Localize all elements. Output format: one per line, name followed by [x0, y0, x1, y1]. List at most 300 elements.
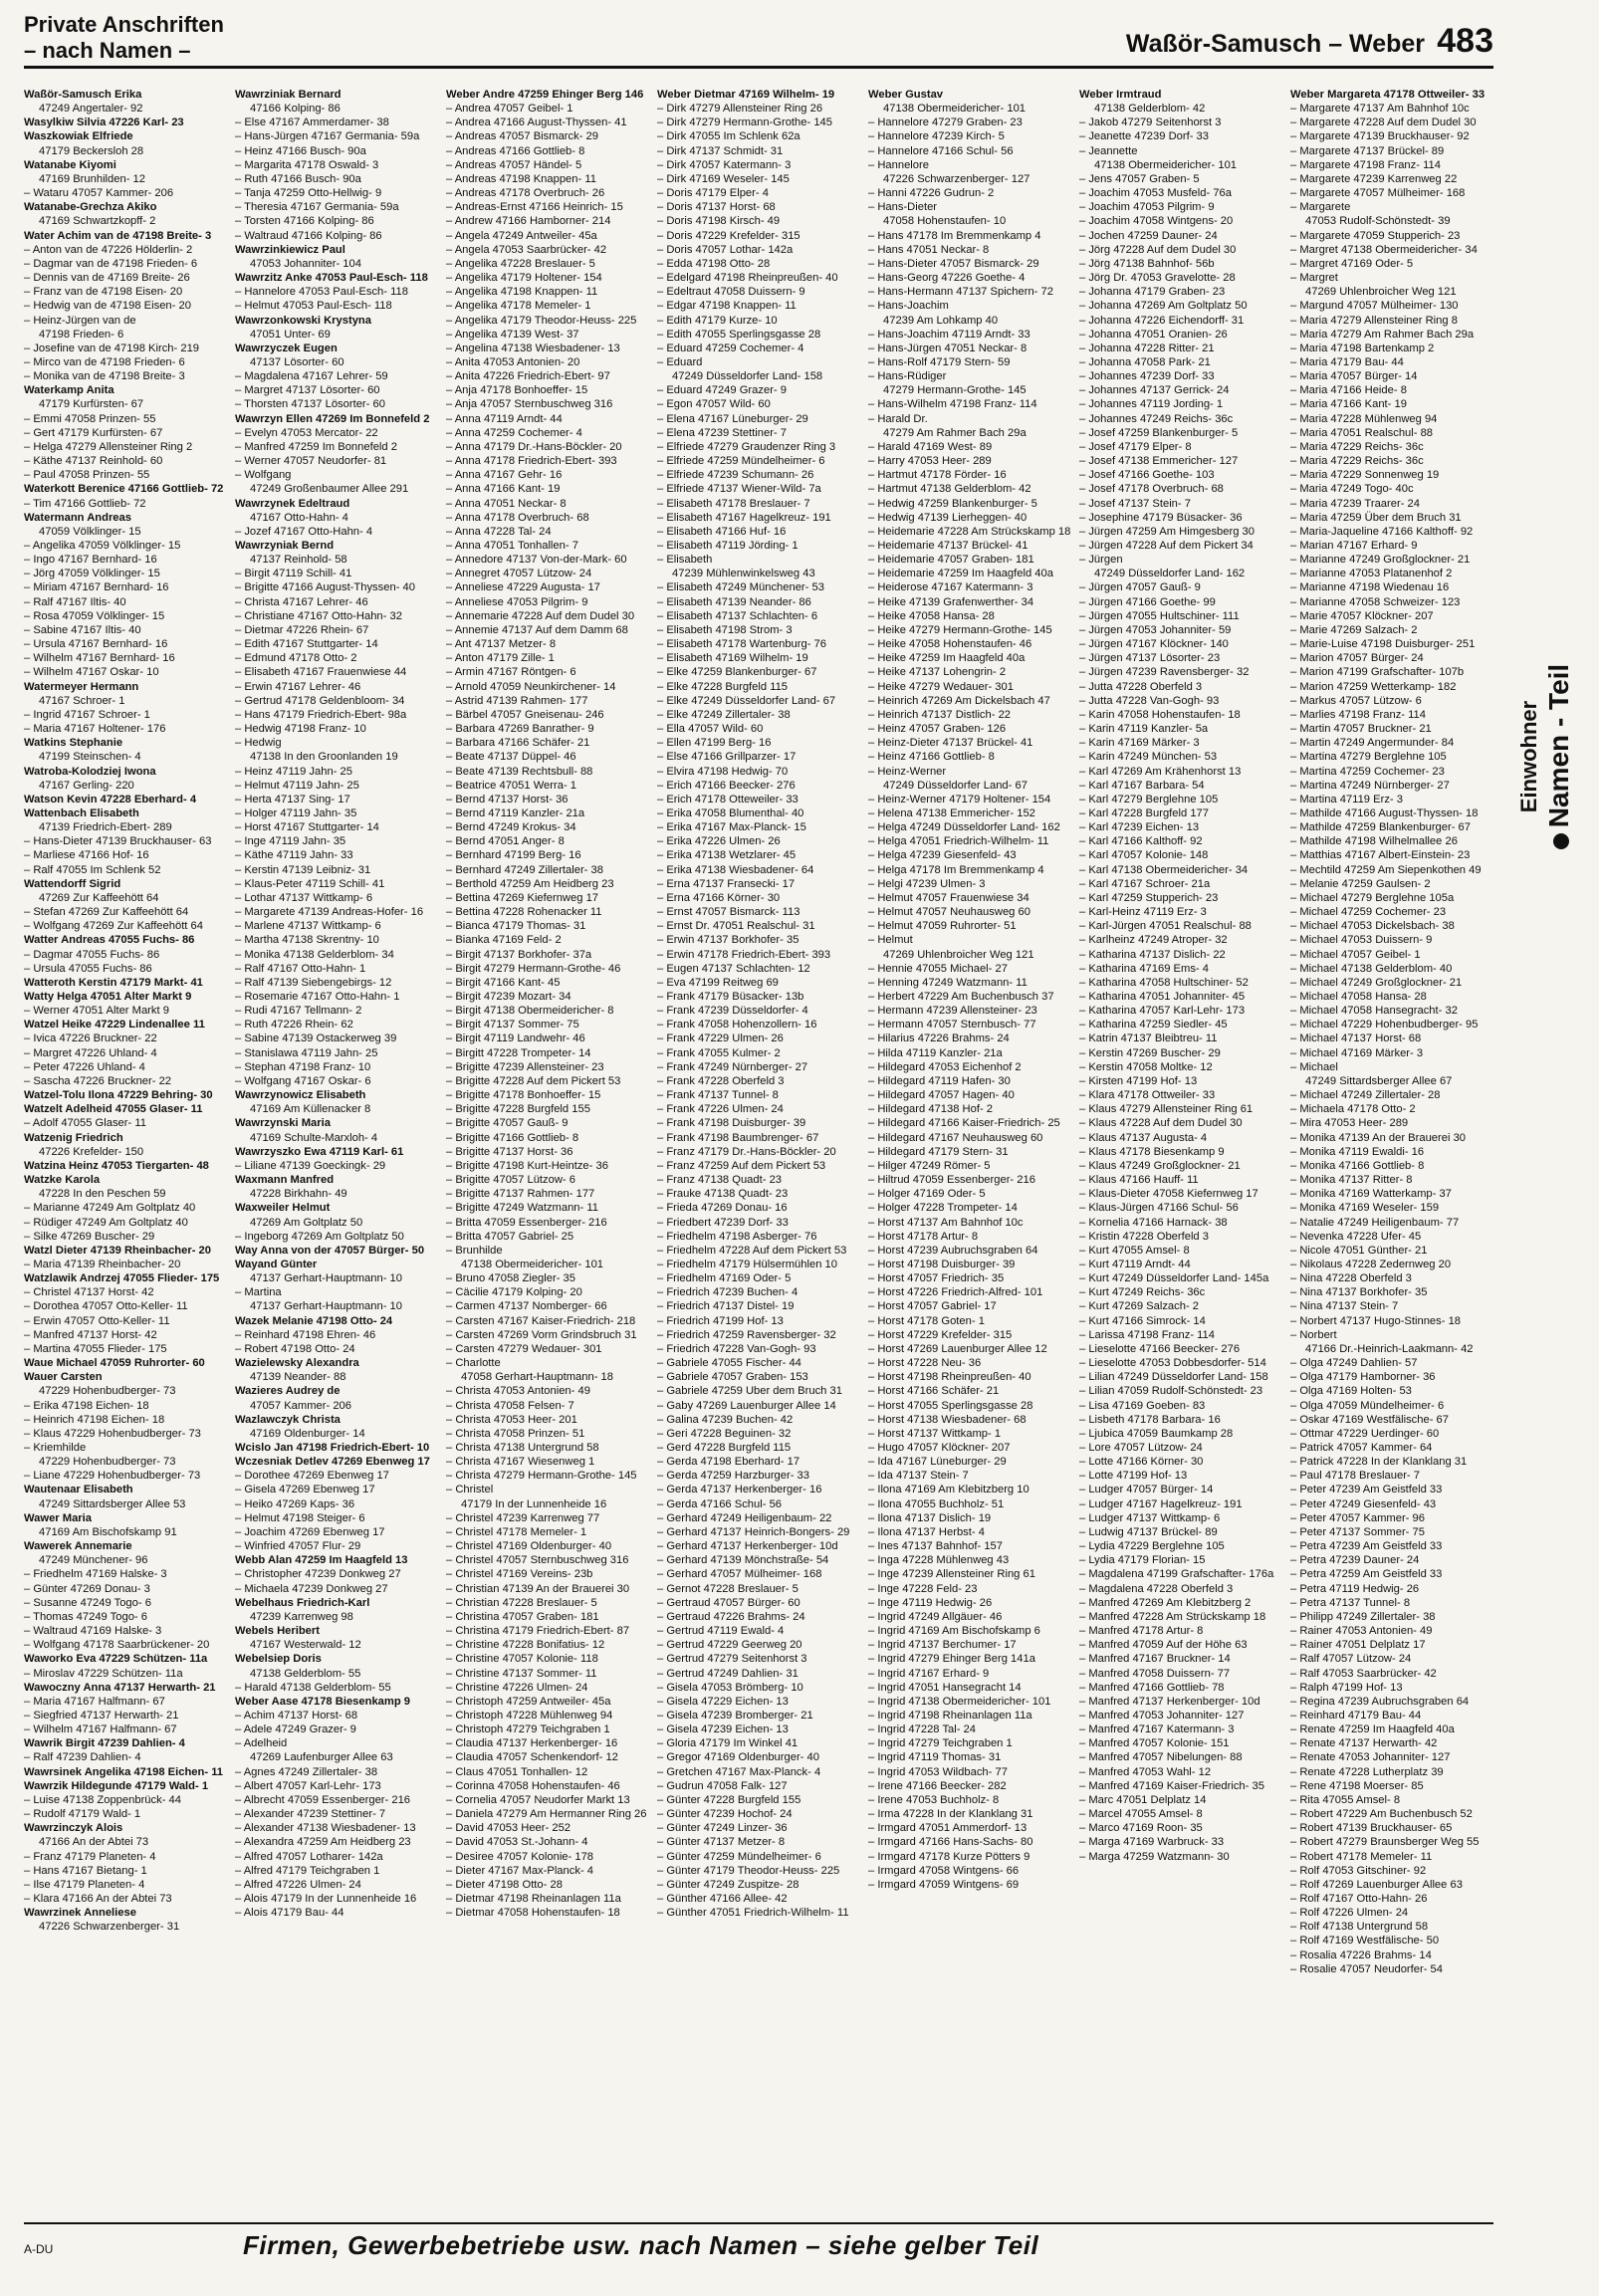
- directory-entry: – Friedhelm 47169 Oder- 5: [657, 1272, 792, 1285]
- directory-entry: – Harry 47053 Heer- 289: [868, 455, 992, 468]
- directory-entry: – Corinna 47058 Hohenstaufen- 46: [446, 1779, 620, 1792]
- directory-entry-head: Watzlawik Andrzej 47055 Flieder- 175: [24, 1272, 220, 1285]
- directory-entry: – Margarete 47228 Auf dem Dudel 30: [1290, 116, 1477, 129]
- directory-entry: – Elke 47249 Düsseldorfer Land- 67: [657, 694, 836, 707]
- directory-entry: – Karl 47279 Berglehne 105: [1079, 793, 1219, 805]
- directory-entry: – Christine 47057 Kolonie- 118: [446, 1653, 598, 1666]
- directory-entry: – Helmut 47057 Neuhausweg 60: [868, 906, 1030, 919]
- directory-entry-head: Wawrsinek Angelika 47198 Eichen- 11: [24, 1765, 224, 1778]
- directory-entry: – Hans 47051 Neckar- 8: [868, 243, 990, 256]
- directory-entry-head: Webels Heribert: [235, 1625, 320, 1638]
- directory-entry-head: Wawrzynski Maria: [235, 1117, 331, 1130]
- directory-entry: – Hartmut 47178 Förder- 16: [868, 469, 1007, 482]
- directory-entry: – Gerhard 47057 Mülheimer- 168: [657, 1568, 822, 1581]
- directory-entry: – Hannelore 47053 Paul-Esch- 118: [235, 286, 408, 299]
- directory-entry: – Lilian 47249 Düsseldorfer Land- 158: [1079, 1371, 1268, 1384]
- directory-entry: – Wolfgang 47178 Saarbrückener- 20: [24, 1639, 210, 1652]
- directory-entry: – Robert 47139 Bruckhauser- 65: [1290, 1822, 1453, 1835]
- directory-entry: – Michaela 47178 Otto- 2: [1290, 1103, 1416, 1116]
- directory-entry: – Margret 47138 Obermeidericher- 34: [1290, 243, 1478, 256]
- directory-entry: – Renate 47228 Lutherplatz 39: [1290, 1765, 1444, 1778]
- bullet-icon: [1553, 833, 1569, 849]
- directory-entry: – Heinz-Werner 47179 Holtener- 154: [868, 793, 1051, 805]
- directory-entry: – Elisabeth 47178 Wartenburg- 76: [657, 638, 826, 651]
- directory-entry-head: Watty Helga 47051 Alter Markt 9: [24, 991, 192, 1003]
- directory-entry: – Markus 47057 Lützow- 6: [1290, 694, 1422, 707]
- directory-entry: – Friedbert 47239 Dorf- 33: [657, 1216, 789, 1229]
- directory-entry: – Marie 47057 Klöckner- 207: [1290, 609, 1434, 622]
- directory-entry: – Renate 47259 Im Haagfeld 40a: [1290, 1723, 1455, 1736]
- directory-entry-head: Watzl Dieter 47139 Rheinbacher- 20: [24, 1244, 211, 1257]
- directory-entry-head: Wawer Maria: [24, 1511, 92, 1524]
- directory-entry: – Friedrich 47228 Van-Gogh- 93: [657, 1342, 816, 1355]
- directory-entry: – Margarete 47137 Brückel- 89: [1290, 144, 1445, 157]
- directory-entry: – Britta 47057 Gabriel- 25: [446, 1230, 574, 1243]
- directory-entry: – Kurt 47249 Düsseldorfer Land- 145a: [1079, 1272, 1269, 1285]
- directory-entry: – Franz van de 47198 Eisen- 20: [24, 286, 183, 299]
- directory-entry-head: Wawrik Birgit 47239 Dahlien- 4: [24, 1737, 185, 1750]
- directory-entry: – Manfred 47053 Wahl- 12: [1079, 1765, 1212, 1778]
- directory-entry: – Joachim 47058 Wintgens- 20: [1079, 215, 1234, 228]
- directory-entry: – Elisabeth 47166 Huf- 16: [657, 525, 787, 538]
- directory-entry: – Johanna 47226 Eichendorff- 31: [1079, 314, 1245, 327]
- directory-columns: [24, 88, 1497, 2206]
- directory-entry: – Michael 47058 Hansa- 28: [1290, 991, 1427, 1003]
- directory-entry: – Carsten 47269 Vorm Grindsbruch 31: [446, 1328, 637, 1341]
- directory-entry: – Ernst Dr. 47051 Realschul- 31: [657, 920, 815, 933]
- directory-entry: – Lotte 47166 Körner- 30: [1079, 1456, 1204, 1469]
- directory-entry: – Maria 47229 Reichs- 36c: [1290, 440, 1424, 453]
- directory-entry: – Elke 47228 Burgfeld 115: [657, 680, 789, 693]
- directory-entry: – Maria 47259 Über dem Bruch 31: [1290, 511, 1462, 524]
- directory-entry: – Norbert: [1290, 1328, 1337, 1341]
- directory-entry: – Eduard 47249 Grazer- 9: [657, 384, 787, 397]
- directory-entry: – Elfriede 47239 Schumann- 26: [657, 469, 814, 482]
- directory-entry: – Eduard: [657, 355, 703, 368]
- directory-entry: – Elisabeth 47249 Münchener- 53: [657, 581, 824, 594]
- directory-entry: – Helmut 47198 Steiger- 6: [235, 1511, 365, 1524]
- directory-entry: – Michael 47249 Zillertaler- 28: [1290, 1089, 1441, 1102]
- directory-entry: – Helgi 47239 Ulmen- 3: [868, 877, 986, 890]
- directory-entry-head: Wawrziniak Bernard: [235, 89, 342, 101]
- directory-entry: 47169 Oldenburger- 14: [250, 1427, 365, 1440]
- directory-entry: – Adele 47249 Grazer- 9: [235, 1723, 356, 1736]
- directory-entry: – Else 47167 Ammerdamer- 38: [235, 116, 389, 129]
- directory-entry: – Horst 47229 Krefelder- 315: [868, 1328, 1013, 1341]
- directory-entry: – Rudolf 47179 Wald- 1: [24, 1808, 141, 1821]
- directory-entry: – Friedhelm 47228 Auf dem Pickert 53: [657, 1244, 847, 1257]
- directory-entry: 47138 In den Groonlanden 19: [250, 751, 398, 764]
- directory-entry: – Heidemarie 47259 Im Haagfeld 40a: [868, 568, 1053, 580]
- directory-entry: – Armin 47167 Röntgen- 6: [446, 666, 576, 679]
- directory-entry: – Wolfgang 47269 Zur Kaffeehött 64: [24, 920, 203, 933]
- directory-entry: – Christa 47058 Felsen- 7: [446, 1399, 574, 1412]
- directory-entry: – Nina 47137 Stein- 7: [1290, 1300, 1399, 1313]
- directory-entry: – Jeannette: [1079, 144, 1138, 157]
- directory-entry: – Ralf 47167 Otto-Hahn- 1: [235, 962, 366, 975]
- directory-entry: – Michael: [1290, 1060, 1338, 1073]
- directory-entry: – Marliese 47166 Hof- 16: [24, 849, 149, 862]
- directory-entry: – Marion 47199 Grafschafter- 107b: [1290, 666, 1465, 679]
- directory-entry: – Bernhard 47249 Zillertaler- 38: [446, 863, 603, 876]
- directory-entry: – Michael 47057 Geibel- 1: [1290, 948, 1421, 961]
- directory-entry: – Heinz 47166 Busch- 90a: [235, 144, 366, 157]
- directory-entry: – Margarita 47178 Oswald- 3: [235, 158, 379, 171]
- directory-entry: – Desiree 47057 Kolonie- 178: [446, 1850, 594, 1863]
- directory-entry: – Jürgen 47228 Auf dem Pickert 34: [1079, 540, 1254, 552]
- directory-entry: – Anna 47167 Gehr- 16: [446, 469, 563, 482]
- directory-entry: – Christa 47058 Prinzen- 51: [446, 1427, 585, 1440]
- directory-entry: – Brigitte 47057 Gauß- 9: [446, 1117, 569, 1130]
- page-number: 483: [1437, 22, 1493, 60]
- directory-entry: – Ingrid 47167 Erhard- 9: [868, 1667, 990, 1680]
- directory-entry: – Hedwig 47259 Blankenburger- 5: [868, 497, 1037, 510]
- directory-entry: – Helga 47239 Giesenfeld- 43: [868, 849, 1017, 862]
- directory-entry: – Bernd 47119 Kanzler- 21a: [446, 806, 585, 819]
- directory-entry: – Joachim 47269 Ebenweg 17: [235, 1525, 385, 1538]
- directory-entry: 47139 Neander- 88: [250, 1371, 346, 1384]
- directory-entry: – Ruth 47226 Rhein- 62: [235, 1019, 353, 1032]
- directory-entry: – Günter 47249 Linzer- 36: [657, 1822, 788, 1835]
- directory-entry: – Alfred 47226 Ulmen- 24: [235, 1878, 361, 1891]
- directory-entry: – David 47053 St.-Johann- 4: [446, 1836, 588, 1849]
- directory-entry: – Karlheinz 47249 Atroper- 32: [1079, 934, 1228, 947]
- directory-entry: – Inge 47239 Allensteiner Ring 61: [868, 1568, 1035, 1581]
- directory-entry: – Ingrid 47228 Tal- 24: [868, 1723, 977, 1736]
- directory-entry-head: Wazieres Audrey de: [235, 1385, 341, 1398]
- directory-entry: – Gudrun 47058 Falk- 127: [657, 1779, 788, 1792]
- directory-entry: – Horst 47239 Aubruchsgraben 64: [868, 1244, 1038, 1257]
- directory-entry: 47137 Gerhart-Hauptmann- 10: [250, 1272, 402, 1285]
- directory-entry: – Christoph 47228 Mühlenweg 94: [446, 1709, 613, 1722]
- directory-entry: – Winfried 47057 Flur- 29: [235, 1540, 361, 1553]
- directory-entry: 47249 Düsseldorfer Land- 67: [883, 779, 1028, 792]
- directory-entry: 47249 Düsseldorfer Land- 158: [672, 370, 823, 383]
- directory-entry: – Lieselotte 47166 Beecker- 276: [1079, 1342, 1241, 1355]
- directory-entry: – Katharina 47051 Johanniter- 45: [1079, 991, 1246, 1003]
- directory-entry: 47228 In den Peschen 59: [39, 1188, 166, 1201]
- directory-entry: – Marianne 47198 Wiedenau 16: [1290, 581, 1450, 594]
- directory-entry: – Jutta 47228 Oberfeld 3: [1079, 680, 1203, 693]
- directory-entry: – Elfriede 47279 Graudenzer Ring 3: [657, 440, 836, 453]
- directory-entry: – Brigitte 47166 Gottlieb- 8: [446, 1131, 579, 1144]
- directory-entry: – Agnes 47249 Zillertaler- 38: [235, 1765, 378, 1778]
- directory-entry-head: Weber Irmtraud: [1079, 89, 1162, 101]
- directory-entry: – Norbert 47137 Hugo-Stinnes- 18: [1290, 1314, 1462, 1327]
- directory-entry: – Gregor 47169 Oldenburger- 40: [657, 1751, 819, 1764]
- directory-entry: – Jakob 47279 Seitenhorst 3: [1079, 116, 1222, 129]
- directory-entry: – Helga 47178 Im Bremmenkamp 4: [868, 863, 1044, 876]
- directory-entry: – Mathilde 47166 August-Thyssen- 18: [1290, 806, 1479, 819]
- directory-entry: – Heike 47139 Grafenwerther- 34: [868, 595, 1034, 608]
- directory-entry: – Frank 47137 Tunnel- 8: [657, 1089, 779, 1102]
- directory-entry: – Christa 47167 Wiesenweg 1: [446, 1456, 595, 1469]
- directory-entry: – Ursula 47167 Bernhard- 16: [24, 638, 168, 651]
- directory-entry: – Petra 47137 Tunnel- 8: [1290, 1596, 1411, 1609]
- directory-entry: 47269 Am Goltplatz 50: [250, 1216, 363, 1229]
- directory-entry: 47138 Gelderblom- 55: [250, 1667, 361, 1680]
- directory-entry: – Frank 47229 Ulmen- 26: [657, 1033, 784, 1045]
- directory-entry-head: Weber Gustav: [868, 89, 944, 101]
- directory-entry: – Ralf 47053 Saarbrücker- 42: [1290, 1667, 1437, 1680]
- directory-entry: – Ralf 47057 Lützow- 24: [1290, 1653, 1412, 1666]
- directory-entry: – Annegret 47057 Lützow- 24: [446, 568, 592, 580]
- directory-entry: – Manfred 47166 Gottlieb- 78: [1079, 1681, 1225, 1694]
- directory-entry: – Robert 47279 Braunsberger Weg 55: [1290, 1836, 1480, 1849]
- directory-column-5: [868, 88, 1075, 2206]
- directory-entry: – Irmgard 47058 Wintgens- 66: [868, 1864, 1020, 1877]
- directory-entry: – Dirk 47137 Schmidt- 31: [657, 144, 784, 157]
- directory-entry-head: Watermann Andreas: [24, 511, 131, 524]
- directory-entry: – Erich 47178 Otteweiler- 33: [657, 793, 799, 805]
- directory-entry: – Hedwig 47198 Franz- 10: [235, 723, 366, 736]
- directory-entry: – Rainer 47051 Delplatz 17: [1290, 1639, 1426, 1652]
- directory-entry: – Karl 47057 Kolonie- 148: [1079, 849, 1209, 862]
- directory-entry: – Ingo 47167 Bernhard- 16: [24, 554, 157, 567]
- directory-entry: – Wilhelm 47167 Halfmann- 67: [24, 1723, 177, 1736]
- directory-entry: – Ralf 47167 Iltis- 40: [24, 595, 126, 608]
- directory-entry: – Alexander 47138 Wiesbadener- 13: [235, 1822, 416, 1835]
- directory-entry: – Margarete: [1290, 201, 1351, 214]
- directory-entry: – Gabriele 47057 Graben- 153: [657, 1371, 808, 1384]
- directory-entry: – Rolf 47138 Untergrund 58: [1290, 1921, 1429, 1934]
- directory-entry: – Franz 47138 Quadt- 23: [657, 1174, 783, 1187]
- directory-entry: – Elke 47249 Zillertaler- 38: [657, 708, 791, 721]
- directory-entry: – Margarete 47239 Karrenweg 22: [1290, 172, 1458, 185]
- directory-entry: – Edmund 47178 Otto- 2: [235, 652, 357, 665]
- directory-entry: – Helena 47138 Emmericher- 152: [868, 806, 1035, 819]
- directory-entry: – Monika 47166 Gottlieb- 8: [1290, 1159, 1425, 1172]
- directory-entry: – Hans 47179 Friedrich-Ebert- 98a: [235, 708, 407, 721]
- directory-entry: – Brigitte 47166 August-Thyssen- 40: [235, 581, 415, 594]
- directory-entry-head: Wawrzyniak Bernd: [235, 540, 335, 552]
- directory-entry: – Kerstin 47058 Moltke- 12: [1079, 1060, 1213, 1073]
- directory-entry: – Bernd 47137 Horst- 36: [446, 793, 569, 805]
- directory-entry: – Bettina 47269 Kiefernweg 17: [446, 891, 599, 904]
- directory-entry: – Martina 47279 Berglehne 105: [1290, 751, 1447, 764]
- directory-entry: – Hans-Rolf 47179 Stern- 59: [868, 355, 1011, 368]
- directory-entry: – Petra 47239 Am Geistfeld 33: [1290, 1540, 1443, 1553]
- directory-entry: – Günter 47269 Donau- 3: [24, 1582, 150, 1595]
- directory-entry: – Monika 47169 Weseler- 159: [1290, 1202, 1440, 1215]
- directory-entry: – Alexandra 47259 Am Heidberg 23: [235, 1836, 411, 1849]
- directory-entry: – Stanislawa 47119 Jahn- 25: [235, 1046, 378, 1059]
- directory-entry-head: Waworko Eva 47229 Schützen- 11a: [24, 1653, 208, 1666]
- directory-entry: 47053 Johanniter- 104: [250, 257, 361, 270]
- directory-entry: – Birgit 47279 Hermann-Grothe- 46: [446, 962, 621, 975]
- directory-entry: – Erich 47166 Beecker- 276: [657, 779, 796, 792]
- directory-entry: – Wolfgang 47167 Oskar- 6: [235, 1074, 371, 1087]
- directory-entry: – Carmen 47137 Nomberger- 66: [446, 1300, 607, 1313]
- directory-entry: – Hildegard 47057 Hagen- 40: [868, 1089, 1015, 1102]
- directory-entry: – Hannelore 47239 Kirch- 5: [868, 130, 1005, 143]
- directory-entry: – Karin 47249 München- 53: [1079, 751, 1218, 764]
- directory-entry: – Robert 47178 Memeler- 11: [1290, 1850, 1433, 1863]
- directory-entry: – Miriam 47167 Bernhard- 16: [24, 581, 169, 594]
- directory-entry: – Käthe 47137 Reinhold- 60: [24, 455, 163, 468]
- directory-entry: – Horst 47198 Duisburger- 39: [868, 1258, 1016, 1270]
- directory-entry: – Hans 47167 Bietang- 1: [24, 1864, 147, 1877]
- directory-entry: – Angelika 47179 Theodor-Heuss- 225: [446, 314, 637, 327]
- directory-entry: – Frank 47226 Ulmen- 24: [657, 1103, 784, 1116]
- directory-entry: – Manfred 47228 Am Strückskamp 18: [1079, 1610, 1266, 1623]
- directory-entry: – Angelika 47178 Memeler- 1: [446, 300, 591, 313]
- directory-entry: – Britta 47059 Essenberger- 216: [446, 1216, 607, 1229]
- directory-entry: – Johanna 47179 Graben- 23: [1079, 286, 1226, 299]
- directory-entry: – Olga 47059 Mündelheimer- 6: [1290, 1399, 1445, 1412]
- directory-entry: – Birgit 47138 Obermeidericher- 8: [446, 1005, 614, 1018]
- directory-entry: – Kriemhilde: [24, 1442, 87, 1454]
- directory-entry: – Werner 47051 Alter Markt 9: [24, 1005, 169, 1018]
- directory-entry: – Kerstin 47269 Buscher- 29: [1079, 1046, 1221, 1059]
- directory-entry: – Monika van de 47198 Breite- 3: [24, 370, 185, 383]
- directory-entry: – Elisabeth: [657, 554, 713, 567]
- footer-note: Firmen, Gewerbebetriebe usw. nach Namen – siehe gelber Teil: [243, 2230, 1039, 2260]
- directory-entry: – Michael 47169 Märker- 3: [1290, 1046, 1424, 1059]
- directory-entry: – Christa 47167 Lehrer- 46: [235, 595, 368, 608]
- directory-entry-head: Watzelt Adelheid 47055 Glaser- 11: [24, 1103, 203, 1116]
- directory-entry: – Renate 47053 Johanniter- 127: [1290, 1751, 1451, 1764]
- directory-entry: – Helmut 47053 Paul-Esch- 118: [235, 300, 392, 313]
- directory-entry: – Klaus-Dieter 47058 Kiefernweg 17: [1079, 1188, 1258, 1201]
- directory-entry: – Matthias 47167 Albert-Einstein- 23: [1290, 849, 1471, 862]
- directory-entry: – Klaus 47249 Großglockner- 21: [1079, 1159, 1241, 1172]
- directory-entry-head: Wawrzik Hildegunde 47179 Wald- 1: [24, 1779, 209, 1792]
- directory-entry: – Albert 47057 Karl-Lehr- 173: [235, 1779, 381, 1792]
- directory-entry-head: Wattendorff Sigrid: [24, 877, 121, 890]
- directory-entry: – Karl 47239 Eichen- 13: [1079, 821, 1200, 834]
- directory-entry-head: Wawrzyn Ellen 47269 Im Bonnefeld 2: [235, 412, 430, 425]
- directory-entry: – Horst 47138 Wiesbadener- 68: [868, 1413, 1027, 1426]
- directory-entry: – Gertraud 47226 Brahms- 24: [657, 1610, 805, 1623]
- directory-entry: – Jörg 47138 Bahnhof- 56b: [1079, 257, 1215, 270]
- directory-entry: – Lydia 47179 Florian- 15: [1079, 1554, 1206, 1567]
- directory-entry: – Gertrud 47119 Ewald- 4: [657, 1625, 785, 1638]
- directory-entry: – Christel 47239 Karrenweg 77: [446, 1511, 600, 1524]
- directory-entry: – Heinz 47057 Graben- 126: [868, 723, 1007, 736]
- directory-entry: – Karl 47138 Obermeidericher- 34: [1079, 863, 1249, 876]
- directory-entry-head: Watzenig Friedrich: [24, 1131, 123, 1144]
- directory-entry: – Klaus 47166 Hauff- 11: [1079, 1174, 1199, 1187]
- directory-entry-head: Wawrzonkowski Krystyna: [235, 314, 371, 327]
- directory-entry: – Herbert 47229 Am Buchenbusch 37: [868, 991, 1054, 1003]
- directory-entry: – Heiderose 47167 Katermann- 3: [868, 581, 1033, 594]
- directory-entry: – Ingeborg 47269 Am Goltplatz 50: [235, 1230, 404, 1243]
- directory-entry: – Christine 47228 Bonifatius- 12: [446, 1639, 605, 1652]
- directory-entry: – Karin 47119 Kanzler- 5a: [1079, 723, 1209, 736]
- directory-entry: – Martina 47055 Flieder- 175: [24, 1342, 167, 1355]
- directory-entry: – Karl 47166 Kalthoff- 92: [1079, 835, 1203, 848]
- directory-entry: – Christa 47279 Hermann-Grothe- 145: [446, 1470, 637, 1483]
- directory-entry: – Franz 47179 Dr.-Hans-Böckler- 20: [657, 1145, 836, 1158]
- directory-entry: – Friedrich 47199 Hof- 13: [657, 1314, 784, 1327]
- directory-entry: – Angelika 47179 Holtener- 154: [446, 272, 602, 285]
- directory-entry: – Nicole 47051 Günther- 21: [1290, 1244, 1428, 1257]
- directory-entry: – Gertrud 47178 Geldenbloom- 34: [235, 694, 405, 707]
- directory-entry: – Gisela 47053 Brömberg- 10: [657, 1681, 803, 1694]
- directory-entry: – Katharina 47057 Karl-Lehr- 173: [1079, 1005, 1246, 1018]
- directory-entry-head: Wawrzynowicz Elisabeth: [235, 1089, 366, 1102]
- directory-entry: – Gerhard 47139 Mönchstraße- 54: [657, 1554, 829, 1567]
- directory-entry: – Anja 47057 Sternbuschweg 316: [446, 398, 613, 411]
- directory-entry: – Magdalena 47199 Grafschafter- 176a: [1079, 1568, 1274, 1581]
- directory-entry: – Claudia 47137 Herkenberger- 16: [446, 1737, 618, 1750]
- directory-entry: – Hans-Dieter 47139 Bruckhauser- 63: [24, 835, 212, 848]
- directory-entry: – Monika 47138 Gelderblom- 34: [235, 948, 394, 961]
- directory-entry: – Heinz-Dieter 47137 Brückel- 41: [868, 737, 1033, 750]
- directory-entry: – Horst 47226 Friedrich-Alfred- 101: [868, 1286, 1043, 1299]
- directory-entry: – Albrecht 47059 Essenberger- 216: [235, 1793, 411, 1806]
- directory-entry: – Jozef 47167 Otto-Hahn- 4: [235, 525, 373, 538]
- directory-entry: – Josef 47179 Elper- 8: [1079, 440, 1192, 453]
- directory-entry: – Dennis van de 47169 Breite- 26: [24, 272, 190, 285]
- directory-entry: – Hans-Jürgen 47051 Neckar- 8: [868, 342, 1028, 354]
- directory-entry: – Kurt 47269 Salzach- 2: [1079, 1300, 1200, 1313]
- directory-entry: – Günther 47166 Allee- 42: [657, 1893, 788, 1905]
- directory-entry: – Karl 47228 Burgfeld 177: [1079, 806, 1209, 819]
- directory-entry: – Eugen 47137 Schlachten- 12: [657, 962, 810, 975]
- directory-entry: – Olga 47179 Hamborner- 36: [1290, 1371, 1436, 1384]
- directory-entry: – Heinrich 47198 Eichen- 18: [24, 1413, 165, 1426]
- directory-entry: – Beatrice 47051 Werra- 1: [446, 779, 577, 792]
- directory-entry: – Elke 47259 Blankenburger- 67: [657, 666, 817, 679]
- directory-entry: – Nikolaus 47228 Zedernweg 20: [1290, 1258, 1452, 1270]
- directory-entry: – Klara 47178 Ottweiler- 33: [1079, 1089, 1216, 1102]
- directory-entry: – Johanna 47051 Oranien- 26: [1079, 328, 1228, 341]
- directory-entry: – Christopher 47239 Donkweg 27: [235, 1568, 401, 1581]
- directory-entry: – Klaus 47229 Hohenbudberger- 73: [24, 1427, 201, 1440]
- directory-entry: – Michael 47229 Hohenbudberger- 95: [1290, 1019, 1479, 1032]
- directory-entry: – Michael 47053 Duissern- 9: [1290, 934, 1433, 947]
- directory-entry: – Lothar 47137 Wittkamp- 6: [235, 891, 373, 904]
- directory-entry: – Marie 47269 Salzach- 2: [1290, 623, 1418, 636]
- directory-column-6: [1079, 88, 1286, 2206]
- directory-entry: – Ingrid 47279 Ehinger Berg 141a: [868, 1653, 1035, 1666]
- directory-entry: 47169 Brunhilden- 12: [39, 172, 145, 185]
- directory-entry: – Kurt 47119 Arndt- 44: [1079, 1258, 1191, 1270]
- directory-entry: – Hannelore: [868, 158, 929, 171]
- directory-entry: – Anna 47166 Kant- 19: [446, 483, 561, 496]
- directory-entry: – Marga 47169 Warbruck- 33: [1079, 1836, 1225, 1849]
- directory-entry: – Christel 47169 Oldenburger- 40: [446, 1540, 612, 1553]
- directory-entry: – Mira 47053 Heer- 289: [1290, 1117, 1409, 1130]
- directory-entry: – Josef 47166 Goethe- 103: [1079, 469, 1215, 482]
- directory-entry: – Andreas 47057 Händel- 5: [446, 158, 582, 171]
- directory-entry-head: Wczesniak Detlev 47269 Ebenweg 17: [235, 1456, 430, 1469]
- directory-entry: – Frieda 47269 Donau- 16: [657, 1202, 788, 1215]
- directory-entry: – Marianne 47058 Schweizer- 123: [1290, 595, 1461, 608]
- directory-entry: – Regina 47239 Aubruchsgraben 64: [1290, 1695, 1470, 1708]
- directory-entry: – Anna 47051 Neckar- 8: [446, 497, 567, 510]
- directory-entry: – Bruno 47058 Ziegler- 35: [446, 1272, 575, 1285]
- directory-entry: – Katharina 47058 Hultschiner- 52: [1079, 976, 1249, 989]
- directory-entry: – Hartmut 47138 Gelderblom- 42: [868, 483, 1031, 496]
- directory-entry-head: Webb Alan 47259 Im Haagfeld 13: [235, 1554, 408, 1567]
- directory-entry: – Andrea 47166 August-Thyssen- 41: [446, 116, 627, 129]
- directory-column-4: [657, 88, 864, 2206]
- directory-entry: – Dieter 47198 Otto- 28: [446, 1878, 563, 1891]
- directory-entry: – Brigitte 47198 Kurt-Heintze- 36: [446, 1159, 608, 1172]
- directory-entry: – Joachim 47053 Musfeld- 76a: [1079, 187, 1232, 200]
- directory-entry: – Egon 47057 Wild- 60: [657, 398, 771, 411]
- directory-entry: – Helmut: [868, 934, 913, 947]
- directory-entry: – Annemarie 47228 Auf dem Dudel 30: [446, 609, 635, 622]
- directory-entry: – Nina 47228 Oberfeld 3: [1290, 1272, 1412, 1285]
- directory-entry: – Ingrid 47137 Berchumer- 17: [868, 1639, 1017, 1652]
- directory-entry: – Günter 47228 Burgfeld 155: [657, 1793, 801, 1806]
- directory-entry: – Helga 47051 Friedrich-Wilhelm- 11: [868, 835, 1049, 848]
- directory-entry: – Gerda 47137 Herkenberger- 16: [657, 1484, 822, 1496]
